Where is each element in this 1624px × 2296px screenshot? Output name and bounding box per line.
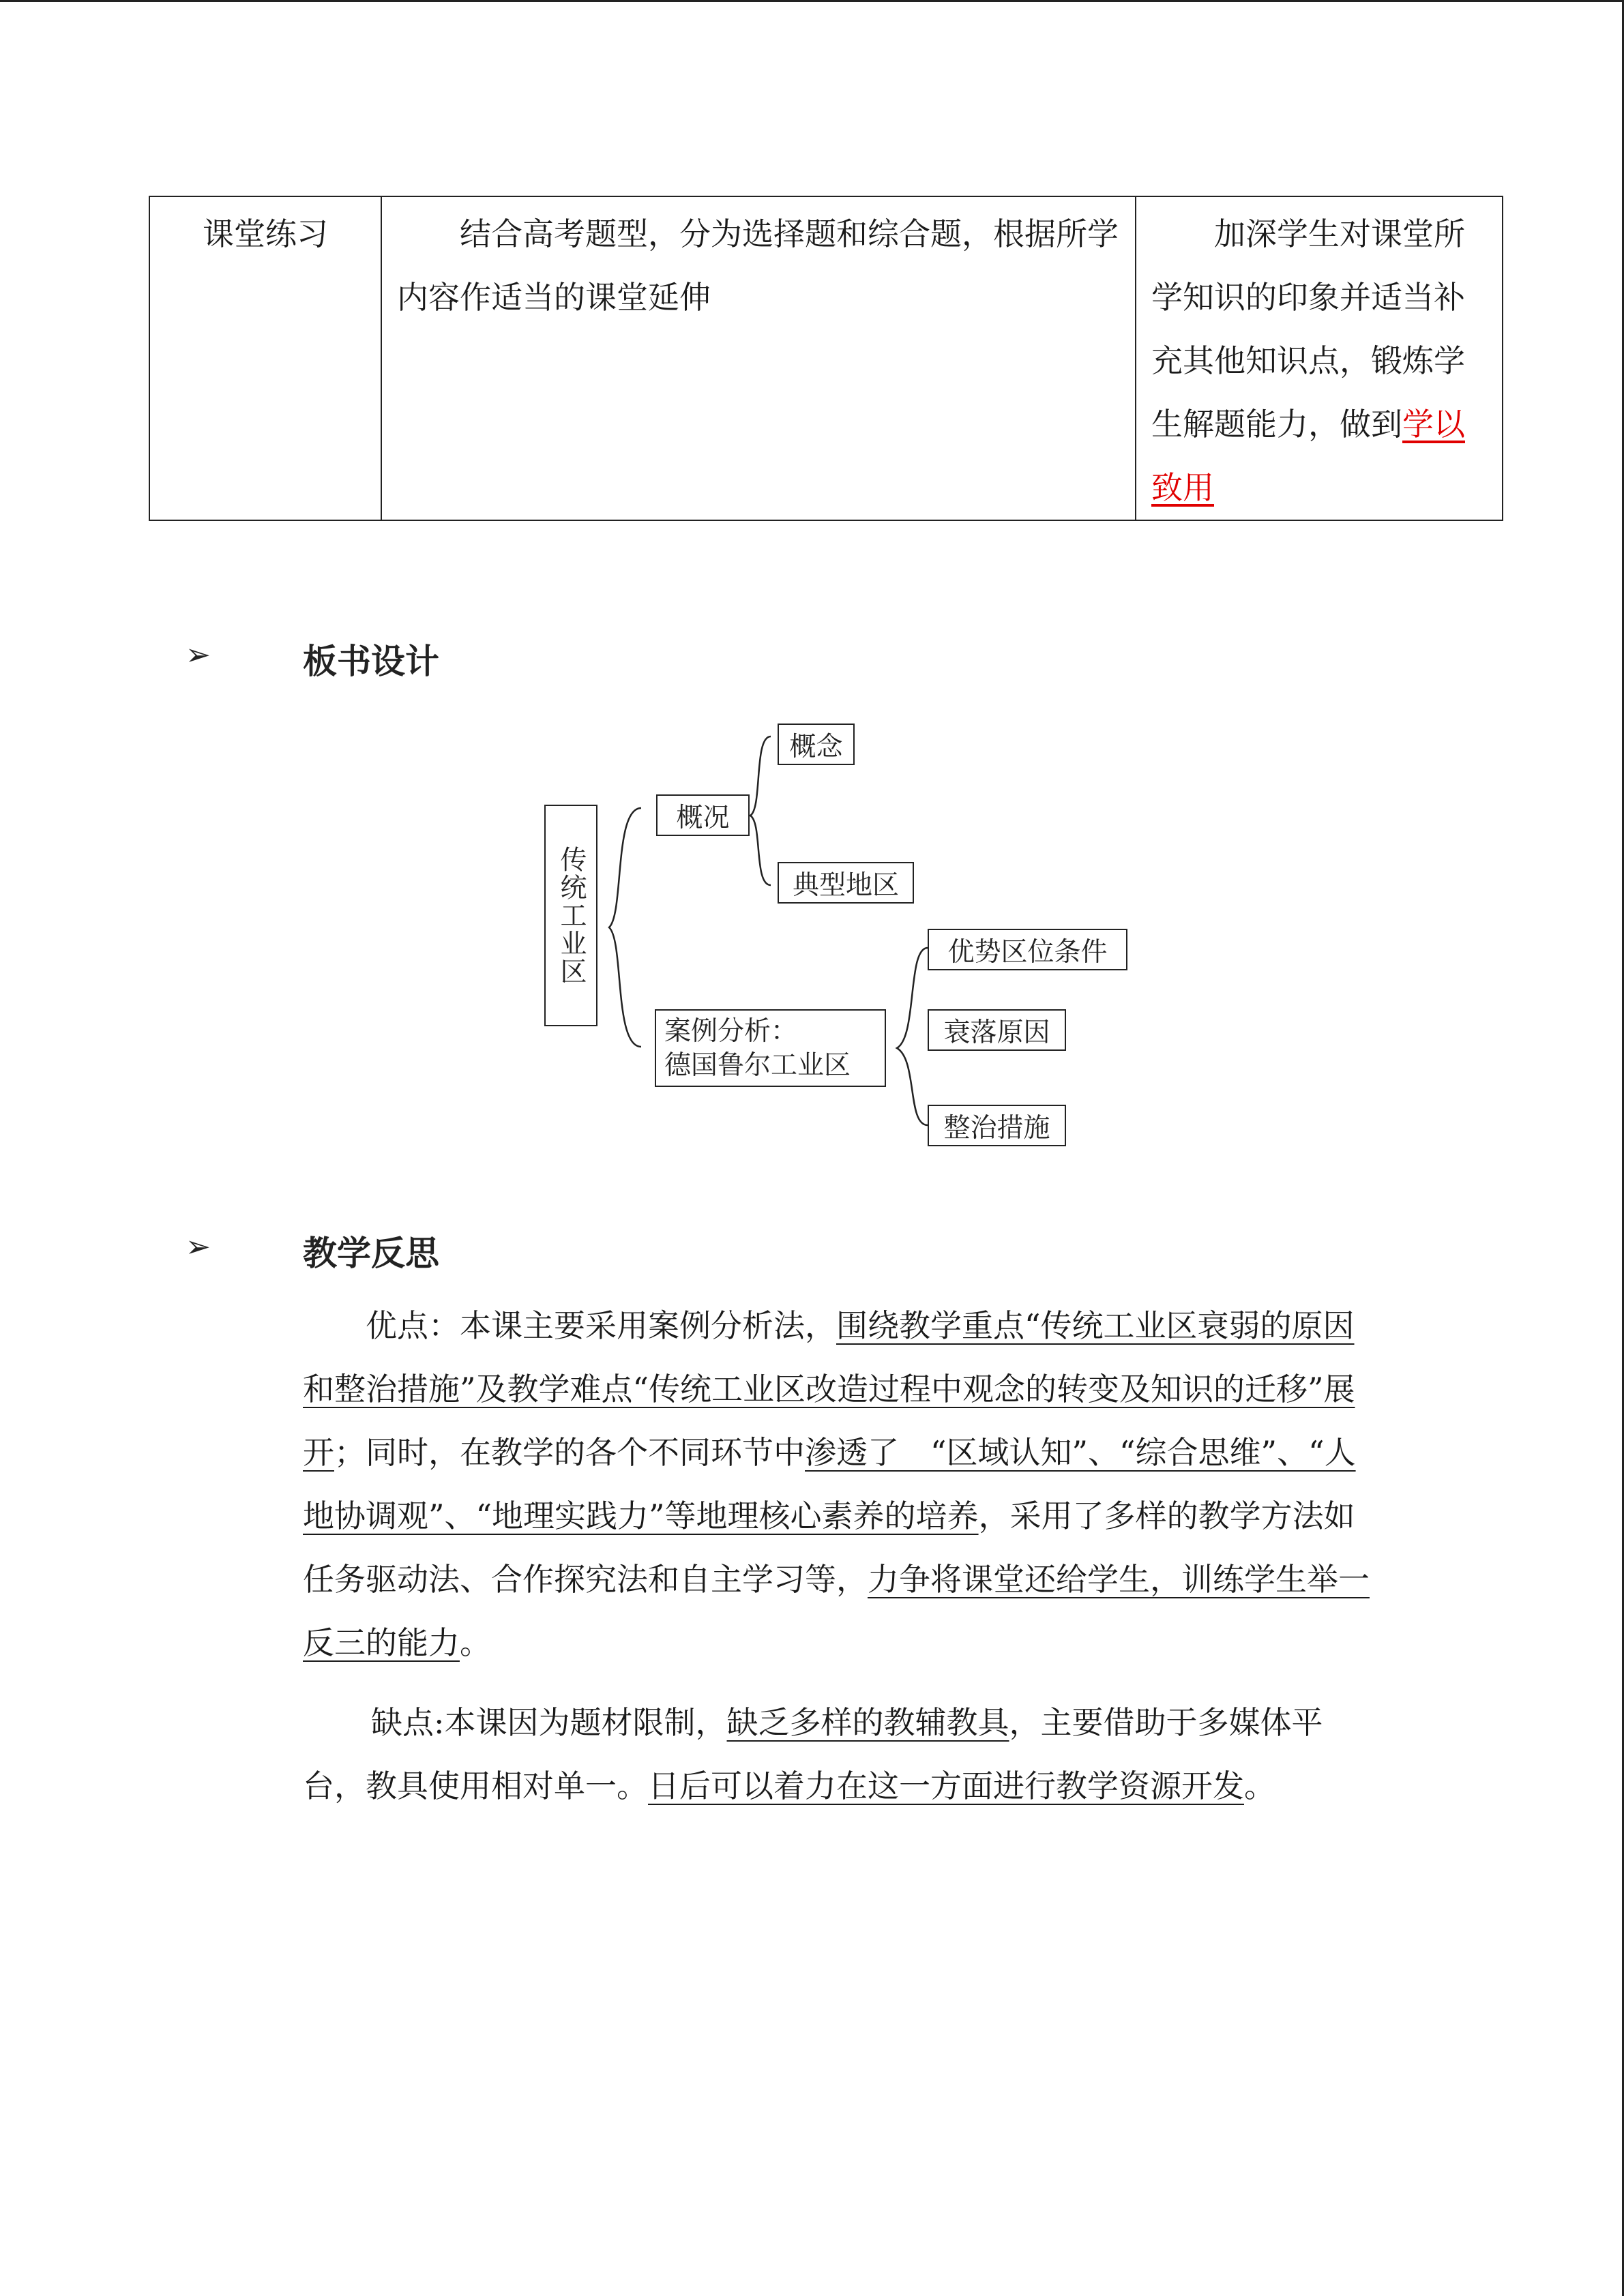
diagram-concept-box: 概念 <box>778 724 855 765</box>
pros-seg: 。 <box>460 1624 491 1661</box>
root-bracket <box>609 808 641 1047</box>
row-label: 课堂练习 <box>203 215 328 252</box>
case-line-2: 德国鲁尔工业区 <box>664 1050 851 1081</box>
overview-bracket <box>750 736 771 885</box>
diagram-decline-box: 衰落原因 <box>928 1009 1066 1051</box>
diagram-measures-box: 整治措施 <box>928 1105 1066 1146</box>
cons-seg: 缺乏多样的教辅教具 <box>726 1704 1009 1741</box>
diagram-typical-box: 典型地区 <box>778 862 914 904</box>
cons-seg: ，主要借助于多媒体平台，教具使用相对单一。 <box>303 1704 1323 1804</box>
diagram-advantage-box: 优势区位条件 <box>928 929 1127 970</box>
cons-seg: 缺点:本课因为题材限制， <box>371 1704 727 1741</box>
content-text: 结合高考题型，分为选择题和综合题，根据所学内容作适当的课堂延伸 <box>397 215 1119 316</box>
diagram-case-box <box>655 1009 886 1087</box>
pros-seg: 围绕教学重点“传统工业区衰弱的原因和整治措施”及教学难点“传统工业区改造过程中观念的转变及知识的迁移”展开 <box>303 1307 1355 1471</box>
purpose-emphasis: 学以致用 <box>1151 406 1465 506</box>
board-design-heading: 板书设计 <box>303 642 439 681</box>
diagram-root-box: 传统工业区 <box>544 805 597 1026</box>
pros-paragraph <box>303 1294 1381 1675</box>
diagram-overview-box: 概况 <box>656 794 750 836</box>
cons-seg: 。 <box>1244 1768 1275 1804</box>
pros-seg: 优点：本课主要采用案例分析法， <box>366 1307 836 1344</box>
pros-seg: ，采用了多样的教学方法如任务驱动法、合作探究法和自主学习等， <box>303 1497 1355 1598</box>
case-bracket <box>897 948 928 1125</box>
case-line-1: 案例分析： <box>664 1016 798 1047</box>
bullet-arrow-icon: ➢ <box>186 1229 211 1264</box>
cons-seg: 日后可以着力在这一方面进行教学资源开发 <box>648 1768 1244 1804</box>
purpose-text: 加深学生对课堂所学知识的印象并适当补充其他知识点，锻炼学生解题能力，做到 <box>1151 215 1465 443</box>
pros-seg: 力争将课堂还给学生，训练学生举一反三的能力 <box>303 1561 1370 1661</box>
pros-seg: ；同时，在教学的各个不同环节中 <box>334 1434 805 1471</box>
reflection-heading: 教学反思 <box>303 1234 439 1273</box>
bullet-arrow-icon: ➢ <box>186 638 211 672</box>
pros-seg: 渗透了 “区域认知”、“综合思维”、“人地协调观”、“地理实践力”等地理核心素养的培养 <box>303 1434 1356 1534</box>
cons-paragraph <box>303 1691 1381 1818</box>
reflection-body <box>303 1294 1381 1818</box>
